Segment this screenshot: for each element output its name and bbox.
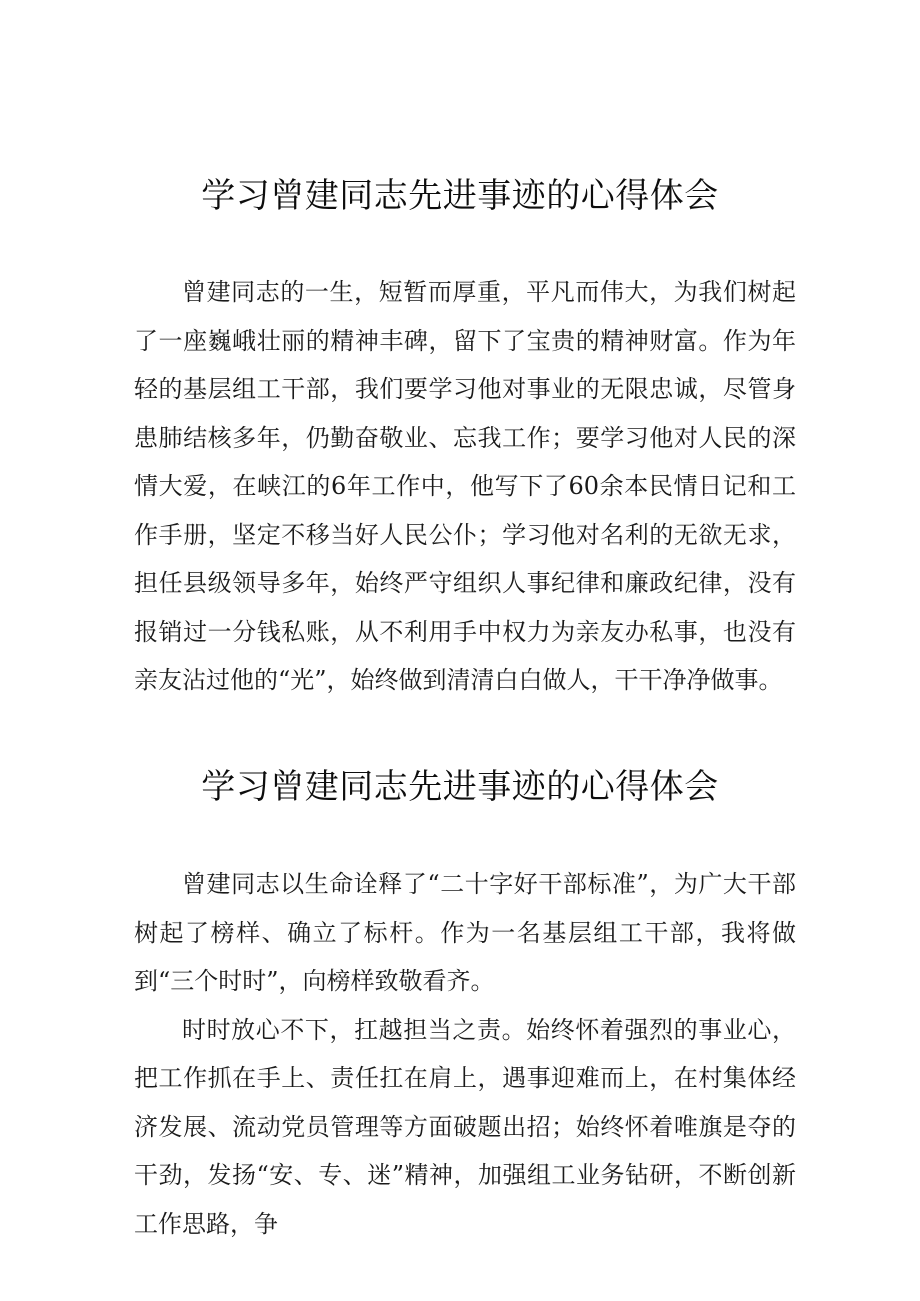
section-1-title: 学习曾建同志先进事迹的心得体会 bbox=[201, 176, 719, 216]
section-2-title: 学习曾建同志先进事迹的心得体会 bbox=[201, 767, 719, 807]
section-2-paragraph-1: 曾建同志以生命诠释了“二十字好干部标准”，为广大干部树起了榜样、确立了标杆。作为一名基层组工干部，我将做到“三个时时”，向榜样致敬看齐。 bbox=[134, 870, 796, 995]
section-2-paragraph-2: 时时放心不下，扛越担当之责。始终怀着强烈的事业心，把工作抓在手上、责任扛在肩上，遇事迎难而上，在村集体经济发展、流动党员管理等方面破题出招；始终怀着唯旗是夺的干劲，发扬“安、专、迷”精神，加强组工业务钻研，不断创新工作思路，争 bbox=[134, 1015, 796, 1238]
section-2-body bbox=[134, 860, 796, 1248]
section-1-paragraph-1: 曾建同志的一生，短暂而厚重，平凡而伟大，为我们树起了一座巍峨壮丽的精神丰碑，留下了宝贵的精神财富。作为年轻的基层组工干部，我们要学习他对事业的无限忠诚，尽管身患肺结核多年，仍勤奋敬业、忘我工作；要学习他对人民的深情大爱，在峡江的6年工作中，他写下了60余本民情日记和工作手册，坚定不移当好人民公仆；学习他对名利的无欲无求，担任县级领导多年，始终严守组织人事纪律和廉政纪律，没有报销过一分钱私账，从不利用手中权力为亲友办私事，也没有亲友沾过他的“光”，始终做到清清白白做人，干干净净做事。 bbox=[134, 278, 796, 694]
section-1-body bbox=[134, 268, 796, 705]
